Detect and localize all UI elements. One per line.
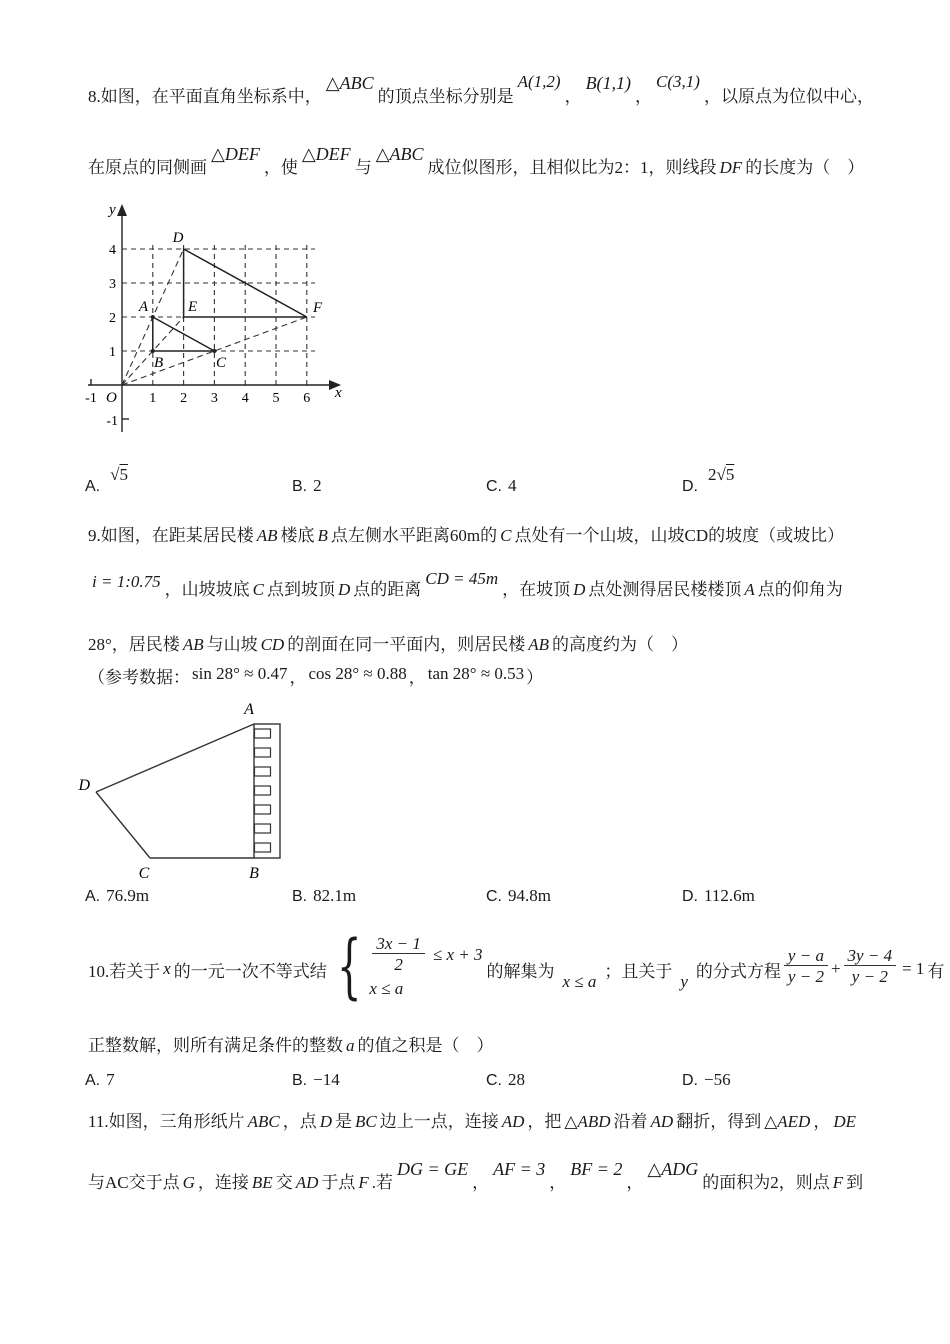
q11-text: .若 bbox=[371, 1173, 393, 1192]
option-value: 2 bbox=[313, 476, 322, 495]
system-row-1 bbox=[369, 935, 482, 976]
q11-math-triangle-aed: △AED bbox=[764, 1112, 811, 1131]
building-outline bbox=[254, 724, 280, 858]
q9-text: 与山坡 bbox=[206, 635, 258, 654]
q10-math-a: a bbox=[346, 1036, 355, 1055]
radicand: 5 bbox=[725, 465, 735, 484]
point-a-label: A bbox=[244, 701, 254, 718]
q9-text: 点处有一个山坡，山坡CD的坡度（或坡比） bbox=[514, 526, 845, 545]
q11-text: ， bbox=[626, 1173, 644, 1192]
q9-math-cos: cos 28° ≈ 0.88 bbox=[308, 664, 407, 683]
q8-stem-line2 bbox=[88, 144, 865, 180]
option-label: A. bbox=[85, 888, 101, 905]
option-value: −14 bbox=[313, 1070, 340, 1089]
numerator: 3x − 1 bbox=[376, 933, 421, 953]
q9-text: 点到坡顶 bbox=[266, 580, 335, 599]
point-b-label: B bbox=[249, 865, 259, 882]
coefficient: 2 bbox=[708, 465, 717, 484]
q8-text: 成位似图形，且相似比为2：1，则线段 bbox=[427, 158, 717, 177]
q8-math-df: DF bbox=[719, 158, 743, 177]
q9-math: C bbox=[500, 526, 512, 545]
q10-option-a bbox=[85, 1068, 115, 1093]
q11-text: ，点 bbox=[282, 1112, 317, 1131]
option-label: C. bbox=[486, 478, 502, 495]
q9-text: 28°，居民楼 bbox=[88, 635, 180, 654]
q9-math: AB bbox=[256, 526, 278, 545]
q10-option-b bbox=[292, 1068, 340, 1093]
figure-lines bbox=[96, 724, 280, 858]
q9-option-a bbox=[85, 884, 149, 909]
q8-option-d bbox=[682, 465, 738, 499]
q11-math: G bbox=[182, 1173, 195, 1192]
q9-stem-line2 bbox=[88, 569, 843, 602]
option-label: B. bbox=[292, 888, 308, 905]
q11-math-af: AF = 3 bbox=[493, 1159, 546, 1179]
q11-stem-line2 bbox=[88, 1159, 864, 1195]
q11-math: AD bbox=[501, 1112, 525, 1131]
q9-text: ， bbox=[289, 668, 307, 687]
triangles bbox=[153, 249, 307, 351]
option-value: 28 bbox=[508, 1070, 525, 1089]
q11-text: 边上一点，连接 bbox=[379, 1112, 499, 1131]
denominator: y − 2 bbox=[784, 965, 828, 987]
q10-variable-y: y bbox=[680, 972, 688, 991]
q11-text: ，连接 bbox=[197, 1173, 249, 1192]
option-label: A. bbox=[85, 478, 101, 495]
q9-text: 点左侧水平距离60m的 bbox=[330, 526, 498, 545]
option-value bbox=[708, 465, 734, 484]
q9-math: AB bbox=[528, 635, 549, 654]
q9-math: D bbox=[337, 580, 351, 599]
option-value: 112.6m bbox=[704, 886, 755, 905]
inequality-tail: ≤ x + 3 bbox=[432, 945, 483, 964]
system-brace: { bbox=[336, 925, 362, 1008]
option-label: A. bbox=[85, 1072, 101, 1089]
option-label: D. bbox=[682, 478, 698, 495]
q8-math-triangle-def: △DEF bbox=[211, 144, 260, 164]
q9-text: 点的距离 bbox=[353, 580, 422, 599]
q11-text: 11.如图，三角形纸片 bbox=[88, 1112, 245, 1131]
y-tick: 4 bbox=[109, 243, 116, 258]
point-d-label: D bbox=[172, 230, 184, 246]
q11-text: 是 bbox=[335, 1112, 353, 1131]
q11-text: 到 bbox=[846, 1173, 864, 1192]
q9-math-cd-length: CD = 45m bbox=[425, 569, 499, 588]
q11-text: 沿着 bbox=[613, 1112, 648, 1131]
x-tick: 6 bbox=[303, 391, 311, 406]
q9-option-d bbox=[682, 884, 755, 909]
q9-text: 9.如图，在距某居民楼 bbox=[88, 526, 254, 545]
q9-math: D bbox=[573, 580, 586, 599]
option-value: 94.8m bbox=[508, 886, 551, 905]
q10-text: 的解集为 bbox=[486, 961, 555, 981]
option-label: C. bbox=[486, 1072, 502, 1089]
q9-text: 点处测得居民楼楼顶 bbox=[588, 580, 742, 599]
q11-math-triangle-adg: △ADG bbox=[647, 1159, 699, 1179]
q9-option-c bbox=[486, 884, 551, 909]
q9-text: 楼底 bbox=[280, 526, 315, 545]
q8-text: ，使 bbox=[263, 158, 298, 177]
q11-math: BE bbox=[251, 1173, 273, 1192]
q10-text: ；且关于 bbox=[604, 961, 673, 981]
q11-stem-line1 bbox=[88, 1110, 859, 1134]
fraction bbox=[372, 935, 425, 976]
q10-text: 的值之积是（ ） bbox=[357, 1036, 494, 1055]
q11-math: F bbox=[358, 1173, 369, 1192]
q9-slope-building-figure bbox=[76, 698, 311, 890]
q8-math-triangle-abc: △ABC bbox=[325, 73, 374, 93]
q8-text: 的顶点坐标分别是 bbox=[377, 87, 514, 106]
q9-math: AB bbox=[182, 635, 204, 654]
q10-option-d bbox=[682, 1068, 731, 1093]
numerator: y − a bbox=[787, 945, 824, 965]
q8-text: ， bbox=[564, 87, 582, 106]
q9-math-tan: tan 28° ≈ 0.53 bbox=[427, 664, 525, 683]
x-tick: -1 bbox=[85, 391, 97, 406]
option-label: B. bbox=[292, 478, 308, 495]
q10-text: 10.若关于 bbox=[88, 961, 161, 981]
q11-text: 与AC交于点 bbox=[88, 1173, 180, 1192]
option-value: 82.1m bbox=[313, 886, 357, 905]
y-tick: 2 bbox=[109, 311, 116, 326]
denominator: 2 bbox=[372, 953, 425, 975]
q9-stem-line1 bbox=[88, 524, 844, 548]
y-axis-label: y bbox=[109, 202, 116, 218]
fraction bbox=[784, 947, 828, 988]
option-label: C. bbox=[486, 888, 502, 905]
x-tick: 4 bbox=[241, 391, 249, 406]
q9-text: 点的仰角为 bbox=[757, 580, 843, 599]
q9-text: ，在坡顶 bbox=[502, 580, 571, 599]
q11-math-bf: BF = 2 bbox=[570, 1159, 623, 1179]
numerator: 3y − 4 bbox=[847, 945, 893, 965]
q10-text: 的分式方程 bbox=[695, 961, 781, 981]
q11-math: AD bbox=[295, 1173, 319, 1192]
q8-math-point-a: A(1,2) bbox=[517, 72, 561, 91]
q10-stem-line2 bbox=[88, 1034, 494, 1058]
q8-stem-line1 bbox=[88, 72, 874, 109]
q11-text: ， bbox=[813, 1112, 831, 1131]
q9-math: C bbox=[252, 580, 264, 599]
q8-figure bbox=[82, 200, 352, 463]
system-row-2: x ≤ a bbox=[369, 979, 404, 999]
option-value: 76.9m bbox=[106, 886, 150, 905]
y-tick: 3 bbox=[109, 277, 116, 292]
plus-sign: + bbox=[830, 959, 841, 978]
x-axis-label: x bbox=[335, 385, 342, 401]
q11-text: 于点 bbox=[321, 1173, 356, 1192]
q8-text: ， bbox=[635, 87, 653, 106]
q10-stem-line1 bbox=[88, 926, 944, 1012]
option-label: B. bbox=[292, 1072, 308, 1089]
q11-math: ABC bbox=[247, 1112, 280, 1131]
origin-label: O bbox=[106, 390, 117, 406]
q9-reference-data bbox=[88, 666, 543, 690]
q9-math: B bbox=[317, 526, 328, 545]
q8-option-b bbox=[292, 474, 322, 499]
denominator: y − 2 bbox=[844, 965, 897, 987]
q9-figure bbox=[76, 698, 311, 895]
q9-text: 的高度约为（ ） bbox=[552, 635, 688, 654]
point-e-label: E bbox=[188, 299, 198, 315]
x-tick: 2 bbox=[180, 391, 188, 406]
q11-math: D bbox=[319, 1112, 333, 1131]
y-tick: 1 bbox=[109, 345, 116, 360]
x-tick: 1 bbox=[149, 391, 157, 406]
point-b-label: B bbox=[154, 355, 164, 371]
point-c-label: C bbox=[138, 865, 150, 882]
q9-math: A bbox=[744, 580, 755, 599]
q8-text: 的长度为（ ） bbox=[745, 158, 865, 177]
q11-text: 交 bbox=[275, 1173, 293, 1192]
q11-math-dg-ge: DG = GE bbox=[397, 1159, 469, 1179]
building-windows bbox=[255, 729, 271, 852]
q8-math-point-c: C(3,1) bbox=[656, 72, 700, 91]
q11-math: DE bbox=[833, 1112, 857, 1131]
option-value: 4 bbox=[508, 476, 517, 495]
radical-sign: √ bbox=[716, 465, 726, 484]
system-rows bbox=[369, 935, 482, 1000]
q11-math: BC bbox=[355, 1112, 377, 1131]
q10-text: 的一元一次不等式结 bbox=[173, 961, 327, 981]
q8-text: ，以原点为位似中心， bbox=[703, 87, 874, 106]
option-label: D. bbox=[682, 1072, 698, 1089]
q11-text: ，把 bbox=[527, 1112, 562, 1131]
x-tick: 5 bbox=[272, 391, 280, 406]
q11-text: 翻折，得到 bbox=[676, 1112, 762, 1131]
option-value: 7 bbox=[106, 1070, 115, 1089]
q9-text: ） bbox=[526, 668, 544, 687]
radical-sign: √ bbox=[110, 465, 120, 484]
q10-option-c bbox=[486, 1068, 525, 1093]
q10-text: 正整数解，则所有满足条件的整数 bbox=[88, 1036, 343, 1055]
q10-math-x: x bbox=[163, 959, 171, 978]
q11-text: ， bbox=[472, 1173, 490, 1192]
q9-stem-line3 bbox=[88, 633, 688, 657]
point-c-label: C bbox=[216, 355, 227, 371]
q8-text: 8.如图，在平面直角坐标系中， bbox=[88, 87, 322, 106]
point-a-label: A bbox=[138, 299, 148, 315]
q9-text: ， bbox=[408, 668, 426, 687]
q9-text: 的剖面在同一平面内，则居民楼 bbox=[287, 635, 526, 654]
q8-text: 在原点的同侧画 bbox=[88, 158, 207, 177]
q9-math-sin: sin 28° ≈ 0.47 bbox=[192, 664, 288, 683]
q8-text: 与 bbox=[354, 158, 372, 177]
q8-math-point-b: B(1,1) bbox=[585, 73, 632, 93]
q8-math-triangle-def: △DEF bbox=[301, 144, 351, 164]
y-tick: -1 bbox=[106, 414, 118, 429]
q10-text: 有 bbox=[927, 961, 945, 981]
q9-text: （参考数据： bbox=[88, 668, 190, 687]
q9-math-slope-ratio: i = 1:0.75 bbox=[92, 572, 161, 591]
q9-option-b bbox=[292, 884, 356, 909]
q11-math: AD bbox=[650, 1112, 674, 1131]
option-value: −56 bbox=[704, 1070, 731, 1089]
option-value bbox=[110, 465, 128, 484]
q9-math: CD bbox=[260, 635, 285, 654]
q10-solution-set: x ≤ a bbox=[562, 972, 597, 991]
point-d-label: D bbox=[78, 777, 90, 794]
q11-text: 的面积为2，则点 bbox=[702, 1173, 830, 1192]
fraction bbox=[844, 947, 897, 988]
option-label: D. bbox=[682, 888, 698, 905]
point-f-label: F bbox=[313, 300, 323, 316]
q8-option-c bbox=[486, 474, 517, 499]
q11-math: F bbox=[832, 1173, 844, 1192]
q8-option-a bbox=[85, 465, 132, 499]
q11-text: ， bbox=[549, 1173, 567, 1192]
x-tick: 3 bbox=[210, 391, 218, 406]
q8-coordinate-plane bbox=[82, 200, 352, 458]
q9-text: ，山坡坡底 bbox=[164, 580, 250, 599]
q10-inequality-system bbox=[331, 925, 483, 1008]
equals-one: = 1 bbox=[902, 959, 925, 978]
q8-math-triangle-abc: △ABC bbox=[375, 144, 424, 164]
radicand: 5 bbox=[119, 465, 128, 484]
q11-math-triangle-abd: △ABD bbox=[564, 1112, 611, 1131]
